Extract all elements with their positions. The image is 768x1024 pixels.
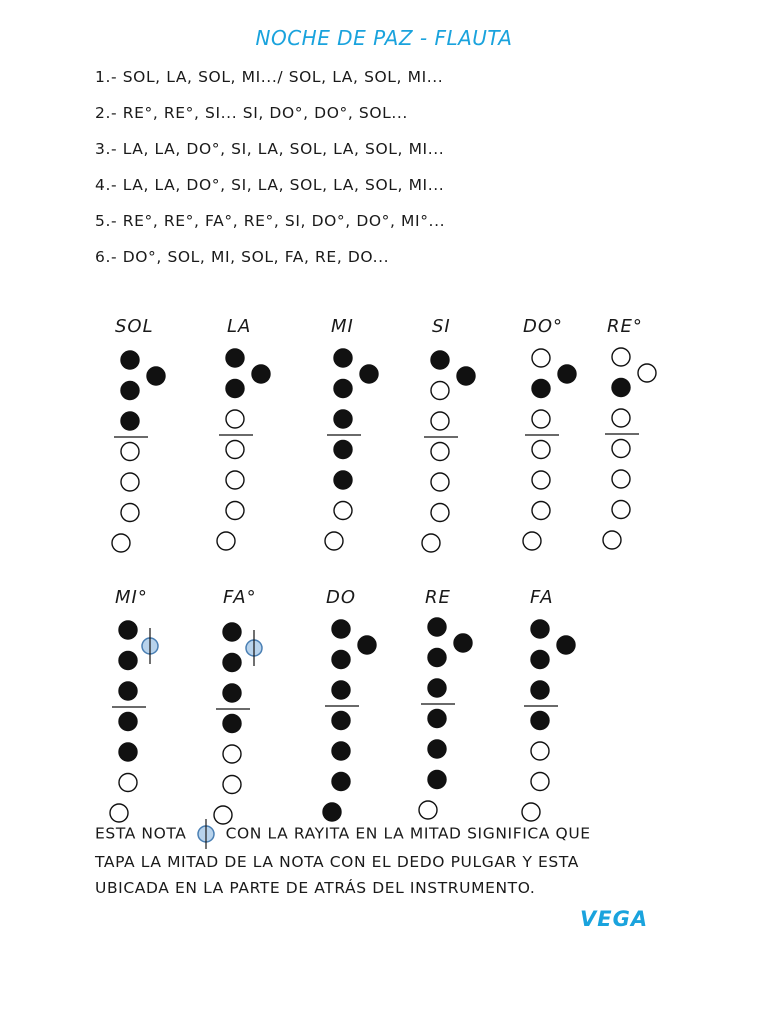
fingering-3-hole-7 [325, 532, 343, 550]
fingering-3-hole-6 [334, 502, 352, 520]
fingering-9-hole-3 [332, 681, 350, 699]
footer-line-1 [95, 819, 715, 849]
fingering-1-hole-5 [121, 473, 139, 491]
fingering-2-hole-4 [226, 441, 244, 459]
signature: VEGA [580, 907, 649, 931]
fingering-11-diagram [522, 620, 575, 821]
sequence-line-1: 1.- SOL, LA, SOL, MI.../ SOL, LA, SOL, MI... [95, 68, 444, 86]
fingering-10-hole-3 [428, 679, 446, 697]
fingering-5-hole-3 [532, 410, 550, 428]
fingering-10-hole-6 [428, 771, 446, 789]
fingering-3-hole-1 [334, 349, 352, 367]
fingering-label-do-high: DO° [523, 316, 564, 337]
fingering-9-hole-4 [332, 712, 350, 730]
fingering-label-la: LA [227, 316, 252, 337]
fingering-9-hole-1 [332, 620, 350, 638]
fingering-1-thumb-hole [147, 367, 165, 385]
fingering-label-fa: FA [530, 587, 554, 608]
fingering-3-hole-5 [334, 471, 352, 489]
fingering-11-hole-4 [531, 712, 549, 730]
sequence-line-6: 6.- DO°, SOL, MI, SOL, FA, RE, DO... [95, 248, 390, 266]
fingering-3-thumb-hole [360, 365, 378, 383]
fingering-2-hole-7 [217, 532, 235, 550]
page-title: NOCHE DE PAZ - FLAUTA [255, 26, 513, 50]
fingering-label-mi-high: MI° [115, 587, 148, 608]
fingering-10-diagram [419, 618, 472, 819]
fingering-10-hole-5 [428, 740, 446, 758]
fingering-2-hole-3 [226, 410, 244, 428]
fingering-5-hole-4 [532, 441, 550, 459]
fingering-3-hole-2 [334, 380, 352, 398]
fingering-4-hole-7 [422, 534, 440, 552]
fingering-8-hole-3 [223, 684, 241, 702]
fingering-label-si: SI [432, 316, 451, 337]
footer-text-after-icon: CON LA RAYITA EN LA MITAD SIGNIFICA QUE [225, 824, 591, 843]
fingering-7-hole-3 [119, 682, 137, 700]
fingering-7-hole-5 [119, 743, 137, 761]
fingering-7-hole-1 [119, 621, 137, 639]
fingering-1-hole-1 [121, 351, 139, 369]
fingering-5-hole-1 [532, 349, 550, 367]
fingering-11-hole-5 [531, 742, 549, 760]
footer-note [95, 819, 715, 901]
fingering-6-diagram [603, 348, 656, 549]
fingering-7-hole-4 [119, 713, 137, 731]
fingering-2-hole-6 [226, 502, 244, 520]
fingering-7-hole-2 [119, 652, 137, 670]
fingering-8-hole-6 [223, 776, 241, 794]
fingering-4-hole-1 [431, 351, 449, 369]
fingering-1-hole-7 [112, 534, 130, 552]
fingering-11-hole-2 [531, 651, 549, 669]
fingering-8-hole-5 [223, 745, 241, 763]
fingering-8-hole-1 [223, 623, 241, 641]
fingering-4-hole-3 [431, 412, 449, 430]
fingering-4-hole-5 [431, 473, 449, 491]
fingering-2-hole-2 [226, 380, 244, 398]
fingering-1-diagram [112, 351, 165, 552]
fingering-4-diagram [422, 351, 475, 552]
fingering-6-hole-4 [612, 440, 630, 458]
fingering-8-hole-2 [223, 654, 241, 672]
fingering-2-diagram [217, 349, 270, 550]
fingering-7-hole-6 [119, 774, 137, 792]
fingering-label-fa-high: FA° [223, 587, 257, 608]
fingering-4-hole-6 [431, 504, 449, 522]
sequence-line-5: 5.- RE°, RE°, FA°, RE°, SI, DO°, DO°, MI°... [95, 212, 446, 230]
fingering-label-re-high: RE° [607, 316, 643, 337]
fingering-7-diagram [110, 621, 158, 822]
fingering-5-hole-7 [523, 532, 541, 550]
fingering-2-hole-5 [226, 471, 244, 489]
fingering-3-hole-4 [334, 441, 352, 459]
fingering-9-hole-6 [332, 773, 350, 791]
fingering-5-thumb-hole [558, 365, 576, 383]
fingering-9-hole-2 [332, 651, 350, 669]
fingering-11-hole-6 [531, 773, 549, 791]
fingering-9-thumb-hole [358, 636, 376, 654]
fingering-6-hole-3 [612, 409, 630, 427]
fingering-3-diagram [325, 349, 378, 550]
fingering-11-thumb-hole [557, 636, 575, 654]
fingering-6-hole-7 [603, 531, 621, 549]
sequence-line-3: 3.- LA, LA, DO°, SI, LA, SOL, LA, SOL, MI... [95, 140, 445, 158]
sequence-line-4: 4.- LA, LA, DO°, SI, LA, SOL, LA, SOL, MI... [95, 176, 445, 194]
fingering-5-diagram [523, 349, 576, 550]
fingering-2-hole-1 [226, 349, 244, 367]
fingering-10-hole-7 [419, 801, 437, 819]
footer-text-before-icon: ESTA NOTA [95, 824, 187, 843]
fingering-9-hole-5 [332, 742, 350, 760]
fingering-5-hole-6 [532, 502, 550, 520]
fingering-6-hole-1 [612, 348, 630, 366]
footer-line-3: UBICADA EN LA PARTE DE ATRÁS DEL INSTRUMENTO. [95, 879, 536, 897]
footer-line-2: TAPA LA MITAD DE LA NOTA CON EL DEDO PULGAR Y ESTA [95, 853, 579, 871]
fingering-2-thumb-hole [252, 365, 270, 383]
fingering-5-hole-2 [532, 380, 550, 398]
fingering-10-thumb-hole [454, 634, 472, 652]
fingering-6-thumb-hole [638, 364, 656, 382]
fingering-10-hole-4 [428, 710, 446, 728]
fingering-6-hole-5 [612, 470, 630, 488]
fingering-label-re: RE [425, 587, 451, 608]
fingering-label-mi: MI [331, 316, 354, 337]
sequence-line-2: 2.- RE°, RE°, SI... SI, DO°, DO°, SOL... [95, 104, 408, 122]
fingering-11-hole-1 [531, 620, 549, 638]
fingering-10-hole-2 [428, 649, 446, 667]
fingering-6-hole-6 [612, 501, 630, 519]
fingering-1-hole-3 [121, 412, 139, 430]
fingering-11-hole-3 [531, 681, 549, 699]
fingering-4-hole-2 [431, 382, 449, 400]
fingering-label-sol: SOL [115, 316, 154, 337]
half-covered-hole-icon [192, 819, 220, 849]
fingering-1-hole-6 [121, 504, 139, 522]
fingering-label-do: DO [326, 587, 357, 608]
fingering-8-diagram [214, 623, 262, 824]
fingering-8-hole-4 [223, 715, 241, 733]
fingering-10-hole-1 [428, 618, 446, 636]
fingering-1-hole-4 [121, 443, 139, 461]
fingering-9-diagram [323, 620, 376, 821]
fingering-5-hole-5 [532, 471, 550, 489]
fingering-1-hole-2 [121, 382, 139, 400]
fingering-3-hole-3 [334, 410, 352, 428]
fingering-6-hole-2 [612, 379, 630, 397]
fingering-4-thumb-hole [457, 367, 475, 385]
fingering-4-hole-4 [431, 443, 449, 461]
